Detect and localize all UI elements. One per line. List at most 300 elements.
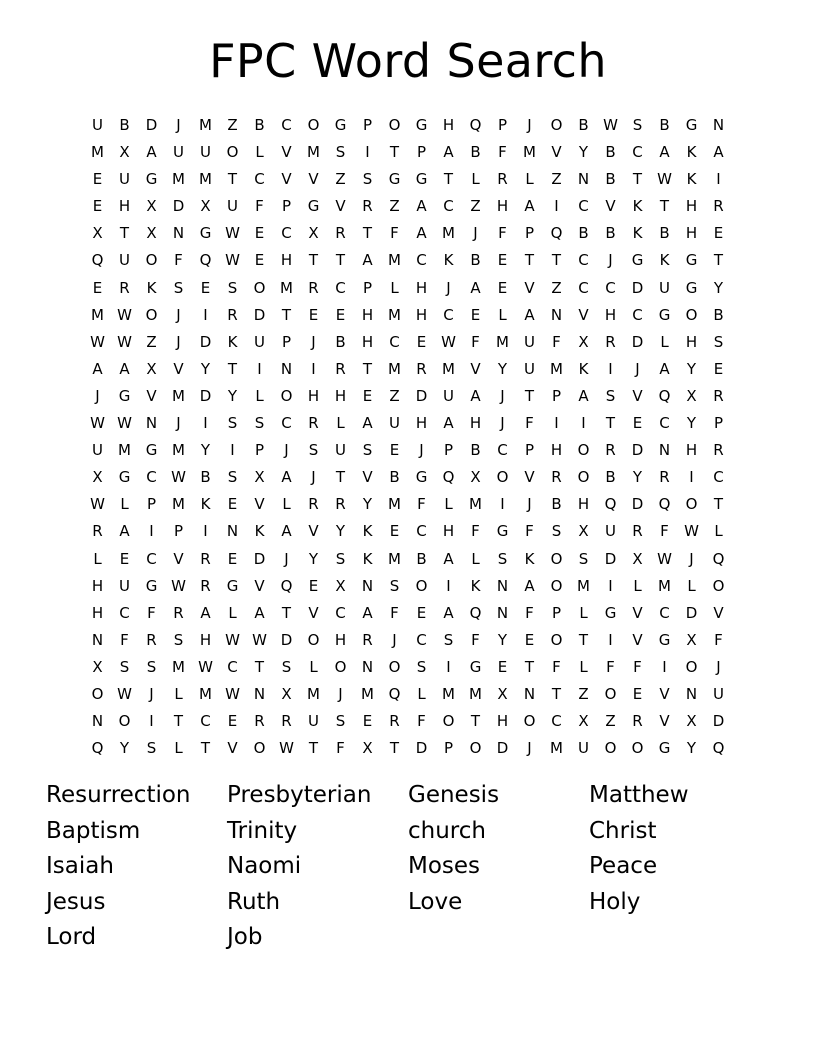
puzzle-cell[interactable]: T bbox=[632, 170, 643, 189]
puzzle-cell[interactable]: S bbox=[416, 657, 427, 676]
puzzle-cell[interactable]: D bbox=[199, 332, 212, 351]
puzzle-cell[interactable]: U bbox=[200, 143, 211, 162]
puzzle-cell[interactable]: H bbox=[442, 522, 455, 541]
puzzle-cell[interactable]: M bbox=[388, 549, 401, 568]
puzzle-cell[interactable]: X bbox=[686, 712, 697, 731]
puzzle-cell[interactable]: F bbox=[390, 603, 399, 622]
puzzle-cell[interactable]: S bbox=[119, 657, 130, 676]
puzzle-cell[interactable]: Y bbox=[497, 630, 508, 649]
puzzle-cell[interactable]: I bbox=[203, 414, 208, 433]
puzzle-cell[interactable]: U bbox=[713, 684, 724, 703]
puzzle-cell[interactable]: H bbox=[91, 603, 104, 622]
puzzle-cell[interactable]: F bbox=[552, 657, 561, 676]
puzzle-cell[interactable]: Q bbox=[280, 576, 293, 595]
puzzle-cell[interactable]: E bbox=[497, 278, 508, 297]
puzzle-cell[interactable]: K bbox=[470, 576, 481, 595]
puzzle-cell[interactable]: E bbox=[524, 630, 535, 649]
puzzle-cell[interactable]: D bbox=[280, 630, 293, 649]
puzzle-cell[interactable]: H bbox=[118, 197, 131, 216]
puzzle-cell[interactable]: R bbox=[335, 495, 346, 514]
puzzle-cell[interactable]: O bbox=[550, 630, 563, 649]
puzzle-cell[interactable]: D bbox=[631, 441, 644, 460]
puzzle-cell[interactable]: B bbox=[200, 468, 211, 487]
puzzle-cell[interactable]: F bbox=[147, 603, 156, 622]
puzzle-cell[interactable]: G bbox=[658, 739, 671, 758]
puzzle-cell[interactable]: Q bbox=[604, 495, 617, 514]
puzzle-cell[interactable]: Y bbox=[686, 359, 697, 378]
puzzle-cell[interactable]: T bbox=[308, 251, 319, 270]
puzzle-cell[interactable]: O bbox=[604, 684, 617, 703]
puzzle-cell[interactable]: W bbox=[171, 576, 186, 595]
puzzle-cell[interactable]: T bbox=[470, 712, 481, 731]
puzzle-cell[interactable]: U bbox=[605, 522, 616, 541]
puzzle-cell[interactable]: X bbox=[146, 224, 157, 243]
puzzle-cell[interactable]: T bbox=[551, 251, 562, 270]
puzzle-cell[interactable]: L bbox=[714, 522, 723, 541]
puzzle-cell[interactable]: K bbox=[362, 549, 373, 568]
puzzle-cell[interactable]: A bbox=[362, 603, 373, 622]
puzzle-cell[interactable]: G bbox=[496, 522, 509, 541]
puzzle-cell[interactable]: A bbox=[281, 468, 292, 487]
puzzle-cell[interactable]: U bbox=[254, 332, 265, 351]
puzzle-cell[interactable]: A bbox=[443, 143, 454, 162]
puzzle-cell[interactable]: E bbox=[119, 549, 130, 568]
puzzle-cell[interactable]: N bbox=[712, 116, 725, 134]
puzzle-cell[interactable]: X bbox=[335, 576, 346, 595]
puzzle-cell[interactable]: H bbox=[334, 630, 347, 649]
puzzle-cell[interactable]: P bbox=[443, 441, 454, 460]
puzzle-cell[interactable]: J bbox=[500, 386, 505, 405]
puzzle-cell[interactable]: I bbox=[149, 712, 154, 731]
puzzle-cell[interactable]: T bbox=[605, 414, 616, 433]
puzzle-cell[interactable]: W bbox=[225, 224, 240, 243]
puzzle-cell[interactable]: G bbox=[631, 251, 644, 270]
puzzle-cell[interactable]: E bbox=[416, 603, 427, 622]
puzzle-cell[interactable]: I bbox=[311, 359, 316, 378]
puzzle-cell[interactable]: Z bbox=[389, 386, 400, 405]
puzzle-cell[interactable]: L bbox=[579, 657, 588, 676]
puzzle-cell[interactable]: R bbox=[713, 441, 724, 460]
puzzle-cell[interactable]: K bbox=[362, 522, 373, 541]
puzzle-cell[interactable]: S bbox=[227, 414, 238, 433]
puzzle-cell[interactable]: H bbox=[604, 305, 617, 324]
puzzle-cell[interactable]: H bbox=[550, 441, 563, 460]
puzzle-cell[interactable]: T bbox=[659, 197, 670, 216]
puzzle-cell[interactable]: I bbox=[608, 576, 613, 595]
puzzle-cell[interactable]: J bbox=[311, 332, 316, 351]
puzzle-cell[interactable]: Z bbox=[470, 197, 481, 216]
puzzle-cell[interactable]: J bbox=[527, 739, 532, 758]
puzzle-cell[interactable]: I bbox=[446, 576, 451, 595]
puzzle-cell[interactable]: G bbox=[685, 116, 698, 134]
puzzle-cell[interactable]: J bbox=[419, 441, 424, 460]
puzzle-cell[interactable]: V bbox=[308, 522, 319, 541]
puzzle-cell[interactable]: L bbox=[579, 603, 588, 622]
puzzle-cell[interactable]: W bbox=[90, 414, 105, 433]
puzzle-cell[interactable]: O bbox=[577, 468, 590, 487]
puzzle-cell[interactable]: L bbox=[255, 143, 264, 162]
puzzle-cell[interactable]: L bbox=[390, 278, 399, 297]
puzzle-cell[interactable]: Z bbox=[146, 332, 157, 351]
puzzle-cell[interactable]: N bbox=[550, 305, 563, 324]
puzzle-cell[interactable]: W bbox=[90, 495, 105, 514]
puzzle-cell[interactable]: F bbox=[174, 251, 183, 270]
puzzle-cell[interactable]: W bbox=[117, 414, 132, 433]
puzzle-cell[interactable]: B bbox=[551, 495, 562, 514]
puzzle-cell[interactable]: J bbox=[635, 359, 640, 378]
puzzle-cell[interactable]: G bbox=[226, 576, 239, 595]
puzzle-cell[interactable]: H bbox=[496, 712, 509, 731]
puzzle-cell[interactable]: E bbox=[497, 657, 508, 676]
puzzle-cell[interactable]: T bbox=[551, 684, 562, 703]
puzzle-cell[interactable]: W bbox=[198, 657, 213, 676]
puzzle-cell[interactable]: E bbox=[632, 414, 643, 433]
puzzle-cell[interactable]: Q bbox=[469, 603, 482, 622]
puzzle-cell[interactable]: A bbox=[713, 143, 724, 162]
puzzle-cell[interactable]: Q bbox=[91, 739, 104, 758]
puzzle-cell[interactable]: N bbox=[496, 576, 509, 595]
puzzle-cell[interactable]: J bbox=[311, 468, 316, 487]
puzzle-cell[interactable]: E bbox=[389, 441, 400, 460]
puzzle-cell[interactable]: Y bbox=[227, 386, 238, 405]
puzzle-cell[interactable]: R bbox=[254, 712, 265, 731]
puzzle-cell[interactable]: O bbox=[253, 278, 266, 297]
puzzle-cell[interactable]: I bbox=[257, 359, 262, 378]
puzzle-cell[interactable]: E bbox=[227, 549, 238, 568]
puzzle-cell[interactable]: L bbox=[633, 576, 642, 595]
puzzle-cell[interactable]: M bbox=[199, 116, 212, 134]
word-list-item[interactable]: Love bbox=[408, 888, 463, 915]
puzzle-cell[interactable]: M bbox=[172, 170, 185, 189]
puzzle-cell[interactable]: O bbox=[307, 630, 320, 649]
puzzle-cell[interactable]: E bbox=[713, 224, 724, 243]
puzzle-cell[interactable]: A bbox=[416, 224, 427, 243]
puzzle-cell[interactable]: T bbox=[281, 603, 292, 622]
puzzle-cell[interactable]: P bbox=[146, 495, 157, 514]
puzzle-cell[interactable]: B bbox=[254, 116, 265, 134]
puzzle-cell[interactable]: O bbox=[226, 143, 239, 162]
puzzle-cell[interactable]: L bbox=[309, 657, 318, 676]
puzzle-cell[interactable]: I bbox=[149, 522, 154, 541]
puzzle-cell[interactable]: P bbox=[497, 116, 508, 134]
puzzle-cell[interactable]: H bbox=[361, 305, 374, 324]
puzzle-cell[interactable]: C bbox=[713, 468, 724, 487]
puzzle-cell[interactable]: J bbox=[176, 305, 181, 324]
puzzle-cell[interactable]: N bbox=[361, 576, 374, 595]
puzzle-cell[interactable]: Q bbox=[388, 684, 401, 703]
puzzle-cell[interactable]: P bbox=[173, 522, 184, 541]
puzzle-cell[interactable]: F bbox=[660, 522, 669, 541]
puzzle-cell[interactable]: D bbox=[199, 386, 212, 405]
puzzle-cell[interactable]: C bbox=[146, 549, 157, 568]
puzzle-cell[interactable]: W bbox=[252, 630, 267, 649]
puzzle-cell[interactable]: V bbox=[551, 143, 562, 162]
puzzle-cell[interactable]: H bbox=[442, 116, 455, 134]
puzzle-cell[interactable]: C bbox=[659, 603, 670, 622]
puzzle-cell[interactable]: C bbox=[605, 278, 616, 297]
puzzle-cell[interactable]: D bbox=[415, 739, 428, 758]
puzzle-cell[interactable]: V bbox=[632, 386, 643, 405]
puzzle-cell[interactable]: M bbox=[658, 576, 671, 595]
puzzle-cell[interactable]: G bbox=[118, 468, 131, 487]
puzzle-cell[interactable]: K bbox=[578, 359, 589, 378]
puzzle-cell[interactable]: J bbox=[284, 549, 289, 568]
puzzle-cell[interactable]: Y bbox=[713, 278, 724, 297]
puzzle-cell[interactable]: R bbox=[497, 170, 508, 189]
puzzle-cell[interactable]: O bbox=[685, 657, 698, 676]
puzzle-cell[interactable]: Y bbox=[686, 414, 697, 433]
puzzle-cell[interactable]: X bbox=[497, 684, 508, 703]
puzzle-cell[interactable]: P bbox=[713, 414, 724, 433]
puzzle-cell[interactable]: T bbox=[389, 143, 400, 162]
puzzle-cell[interactable]: P bbox=[254, 441, 265, 460]
puzzle-cell[interactable]: Z bbox=[389, 197, 400, 216]
word-list-item[interactable]: Trinity bbox=[227, 817, 298, 844]
puzzle-cell[interactable]: M bbox=[388, 305, 401, 324]
puzzle-cell[interactable]: X bbox=[146, 359, 157, 378]
word-list-item[interactable]: Presbyterian bbox=[227, 782, 372, 808]
puzzle-cell[interactable]: S bbox=[146, 739, 157, 758]
puzzle-cell[interactable]: K bbox=[524, 549, 535, 568]
puzzle-cell[interactable]: V bbox=[173, 549, 184, 568]
puzzle-cell[interactable]: X bbox=[146, 197, 157, 216]
puzzle-cell[interactable]: C bbox=[254, 170, 265, 189]
puzzle-cell[interactable]: C bbox=[578, 197, 589, 216]
puzzle-cell[interactable]: X bbox=[578, 522, 589, 541]
puzzle-cell[interactable]: X bbox=[308, 224, 319, 243]
puzzle-cell[interactable]: X bbox=[200, 197, 211, 216]
puzzle-cell[interactable]: J bbox=[338, 684, 343, 703]
puzzle-cell[interactable]: S bbox=[389, 576, 400, 595]
puzzle-cell[interactable]: R bbox=[200, 549, 211, 568]
puzzle-cell[interactable]: E bbox=[470, 305, 481, 324]
puzzle-cell[interactable]: F bbox=[606, 657, 615, 676]
puzzle-cell[interactable]: W bbox=[657, 549, 672, 568]
puzzle-cell[interactable]: V bbox=[605, 197, 616, 216]
puzzle-cell[interactable]: O bbox=[280, 386, 293, 405]
puzzle-cell[interactable]: K bbox=[146, 278, 157, 297]
puzzle-cell[interactable]: J bbox=[473, 224, 478, 243]
puzzle-cell[interactable]: F bbox=[336, 739, 345, 758]
puzzle-cell[interactable]: I bbox=[662, 657, 667, 676]
puzzle-cell[interactable]: G bbox=[388, 170, 401, 189]
puzzle-cell[interactable]: S bbox=[335, 712, 346, 731]
puzzle-cell[interactable]: Q bbox=[712, 739, 725, 758]
puzzle-cell[interactable]: D bbox=[712, 712, 725, 731]
puzzle-cell[interactable]: V bbox=[227, 739, 238, 758]
puzzle-cell[interactable]: E bbox=[497, 251, 508, 270]
puzzle-cell[interactable]: W bbox=[279, 739, 294, 758]
puzzle-cell[interactable]: H bbox=[685, 332, 698, 351]
puzzle-cell[interactable]: M bbox=[172, 441, 185, 460]
puzzle-cell[interactable]: F bbox=[417, 495, 426, 514]
puzzle-cell[interactable]: U bbox=[335, 441, 346, 460]
puzzle-cell[interactable]: N bbox=[496, 603, 509, 622]
puzzle-cell[interactable]: C bbox=[335, 603, 346, 622]
puzzle-cell[interactable]: C bbox=[281, 414, 292, 433]
puzzle-cell[interactable]: D bbox=[415, 386, 428, 405]
puzzle-cell[interactable]: S bbox=[227, 468, 238, 487]
puzzle-cell[interactable]: C bbox=[578, 251, 589, 270]
puzzle-cell[interactable]: L bbox=[417, 684, 426, 703]
puzzle-cell[interactable]: T bbox=[362, 224, 373, 243]
puzzle-cell[interactable]: X bbox=[362, 739, 373, 758]
puzzle-cell[interactable]: O bbox=[469, 739, 482, 758]
puzzle-cell[interactable]: L bbox=[444, 495, 453, 514]
puzzle-cell[interactable]: L bbox=[336, 414, 345, 433]
puzzle-cell[interactable]: O bbox=[523, 712, 536, 731]
puzzle-cell[interactable]: W bbox=[117, 332, 132, 351]
puzzle-cell[interactable]: J bbox=[716, 657, 721, 676]
puzzle-cell[interactable]: V bbox=[146, 386, 157, 405]
puzzle-cell[interactable]: B bbox=[470, 441, 481, 460]
puzzle-cell[interactable]: Y bbox=[686, 739, 697, 758]
puzzle-cell[interactable]: H bbox=[469, 414, 482, 433]
puzzle-cell[interactable]: J bbox=[527, 116, 532, 134]
puzzle-cell[interactable]: X bbox=[686, 386, 697, 405]
puzzle-cell[interactable]: A bbox=[119, 359, 130, 378]
puzzle-cell[interactable]: J bbox=[527, 495, 532, 514]
puzzle-cell[interactable]: Q bbox=[712, 549, 725, 568]
word-list-item[interactable]: Naomi bbox=[227, 853, 302, 880]
word-list-item[interactable]: Moses bbox=[408, 853, 481, 880]
puzzle-cell[interactable]: M bbox=[550, 739, 563, 758]
puzzle-cell[interactable]: Z bbox=[227, 116, 238, 134]
puzzle-cell[interactable]: U bbox=[578, 739, 589, 758]
puzzle-cell[interactable]: M bbox=[199, 684, 212, 703]
puzzle-cell[interactable]: V bbox=[173, 359, 184, 378]
puzzle-cell[interactable]: L bbox=[255, 386, 264, 405]
puzzle-cell[interactable]: A bbox=[443, 549, 454, 568]
puzzle-cell[interactable]: F bbox=[255, 197, 264, 216]
puzzle-cell[interactable]: I bbox=[446, 657, 451, 676]
puzzle-cell[interactable]: T bbox=[200, 739, 211, 758]
puzzle-cell[interactable]: O bbox=[631, 739, 644, 758]
puzzle-cell[interactable]: O bbox=[388, 116, 401, 134]
puzzle-cell[interactable]: W bbox=[225, 630, 240, 649]
puzzle-cell[interactable]: G bbox=[307, 197, 320, 216]
puzzle-cell[interactable]: D bbox=[631, 332, 644, 351]
puzzle-cell[interactable]: L bbox=[174, 684, 183, 703]
puzzle-cell[interactable]: X bbox=[686, 630, 697, 649]
puzzle-cell[interactable]: A bbox=[443, 414, 454, 433]
puzzle-cell[interactable]: S bbox=[443, 630, 454, 649]
puzzle-cell[interactable]: I bbox=[203, 305, 208, 324]
puzzle-cell[interactable]: M bbox=[280, 278, 293, 297]
puzzle-cell[interactable]: F bbox=[471, 522, 480, 541]
puzzle-cell[interactable]: E bbox=[254, 224, 265, 243]
puzzle-cell[interactable]: P bbox=[524, 441, 535, 460]
puzzle-cell[interactable]: V bbox=[308, 603, 319, 622]
puzzle-cell[interactable]: T bbox=[227, 359, 238, 378]
puzzle-cell[interactable]: M bbox=[118, 441, 131, 460]
puzzle-cell[interactable]: C bbox=[632, 143, 643, 162]
puzzle-cell[interactable]: R bbox=[308, 414, 319, 433]
puzzle-cell[interactable]: J bbox=[95, 386, 100, 405]
puzzle-cell[interactable]: O bbox=[118, 712, 131, 731]
puzzle-cell[interactable]: U bbox=[389, 414, 400, 433]
puzzle-cell[interactable]: M bbox=[496, 332, 509, 351]
puzzle-cell[interactable]: T bbox=[362, 359, 373, 378]
puzzle-cell[interactable]: F bbox=[552, 332, 561, 351]
puzzle-cell[interactable]: G bbox=[604, 603, 617, 622]
word-list-item[interactable]: Christ bbox=[589, 817, 657, 844]
puzzle-cell[interactable]: W bbox=[117, 305, 132, 324]
puzzle-cell[interactable]: D bbox=[604, 549, 617, 568]
puzzle-cell[interactable]: J bbox=[284, 441, 289, 460]
puzzle-cell[interactable]: V bbox=[281, 143, 292, 162]
puzzle-cell[interactable]: V bbox=[524, 468, 535, 487]
puzzle-cell[interactable]: B bbox=[416, 549, 427, 568]
puzzle-cell[interactable]: T bbox=[281, 305, 292, 324]
puzzle-cell[interactable]: R bbox=[362, 197, 373, 216]
puzzle-cell[interactable]: M bbox=[307, 143, 320, 162]
puzzle-cell[interactable]: S bbox=[173, 630, 184, 649]
puzzle-cell[interactable]: Z bbox=[551, 170, 562, 189]
puzzle-cell[interactable]: A bbox=[659, 143, 670, 162]
puzzle-cell[interactable]: T bbox=[254, 657, 265, 676]
puzzle-cell[interactable]: K bbox=[632, 224, 643, 243]
puzzle-cell[interactable]: O bbox=[307, 116, 320, 134]
puzzle-cell[interactable]: J bbox=[149, 684, 154, 703]
word-list-item[interactable]: Job bbox=[227, 924, 263, 951]
puzzle-cell[interactable]: X bbox=[92, 224, 103, 243]
puzzle-cell[interactable]: E bbox=[389, 522, 400, 541]
puzzle-cell[interactable]: M bbox=[172, 657, 185, 676]
puzzle-cell[interactable]: K bbox=[254, 522, 265, 541]
puzzle-cell[interactable]: R bbox=[227, 305, 238, 324]
puzzle-cell[interactable]: A bbox=[416, 197, 427, 216]
puzzle-cell[interactable]: X bbox=[281, 684, 292, 703]
puzzle-cell[interactable]: O bbox=[415, 576, 428, 595]
puzzle-cell[interactable]: E bbox=[308, 305, 319, 324]
puzzle-cell[interactable]: I bbox=[203, 522, 208, 541]
puzzle-cell[interactable]: F bbox=[498, 143, 507, 162]
puzzle-cell[interactable]: S bbox=[308, 441, 319, 460]
puzzle-cell[interactable]: W bbox=[684, 522, 699, 541]
puzzle-cell[interactable]: G bbox=[685, 278, 698, 297]
puzzle-cell[interactable]: I bbox=[716, 170, 721, 189]
puzzle-cell[interactable]: E bbox=[632, 684, 643, 703]
puzzle-cell[interactable]: Y bbox=[335, 522, 346, 541]
word-list-item[interactable]: Baptism bbox=[46, 817, 141, 844]
puzzle-cell[interactable]: S bbox=[578, 549, 589, 568]
puzzle-cell[interactable]: H bbox=[577, 495, 590, 514]
puzzle-cell[interactable]: J bbox=[500, 414, 505, 433]
puzzle-cell[interactable]: Y bbox=[308, 549, 319, 568]
puzzle-cell[interactable]: S bbox=[497, 549, 508, 568]
puzzle-cell[interactable]: A bbox=[470, 278, 481, 297]
puzzle-cell[interactable]: U bbox=[524, 332, 535, 351]
puzzle-cell[interactable]: W bbox=[225, 251, 240, 270]
puzzle-cell[interactable]: C bbox=[551, 712, 562, 731]
puzzle-cell[interactable]: P bbox=[524, 224, 535, 243]
puzzle-cell[interactable]: C bbox=[443, 197, 454, 216]
puzzle-cell[interactable]: I bbox=[608, 359, 613, 378]
puzzle-cell[interactable]: D bbox=[631, 495, 644, 514]
puzzle-cell[interactable]: T bbox=[524, 386, 535, 405]
puzzle-cell[interactable]: M bbox=[91, 305, 104, 324]
puzzle-cell[interactable]: V bbox=[524, 278, 535, 297]
puzzle-cell[interactable]: H bbox=[91, 576, 104, 595]
puzzle-cell[interactable]: M bbox=[442, 224, 455, 243]
puzzle-cell[interactable]: T bbox=[335, 468, 346, 487]
puzzle-cell[interactable]: G bbox=[415, 468, 428, 487]
puzzle-cell[interactable]: F bbox=[525, 603, 534, 622]
puzzle-cell[interactable]: J bbox=[608, 251, 613, 270]
puzzle-cell[interactable]: R bbox=[713, 386, 724, 405]
puzzle-cell[interactable]: T bbox=[713, 251, 724, 270]
